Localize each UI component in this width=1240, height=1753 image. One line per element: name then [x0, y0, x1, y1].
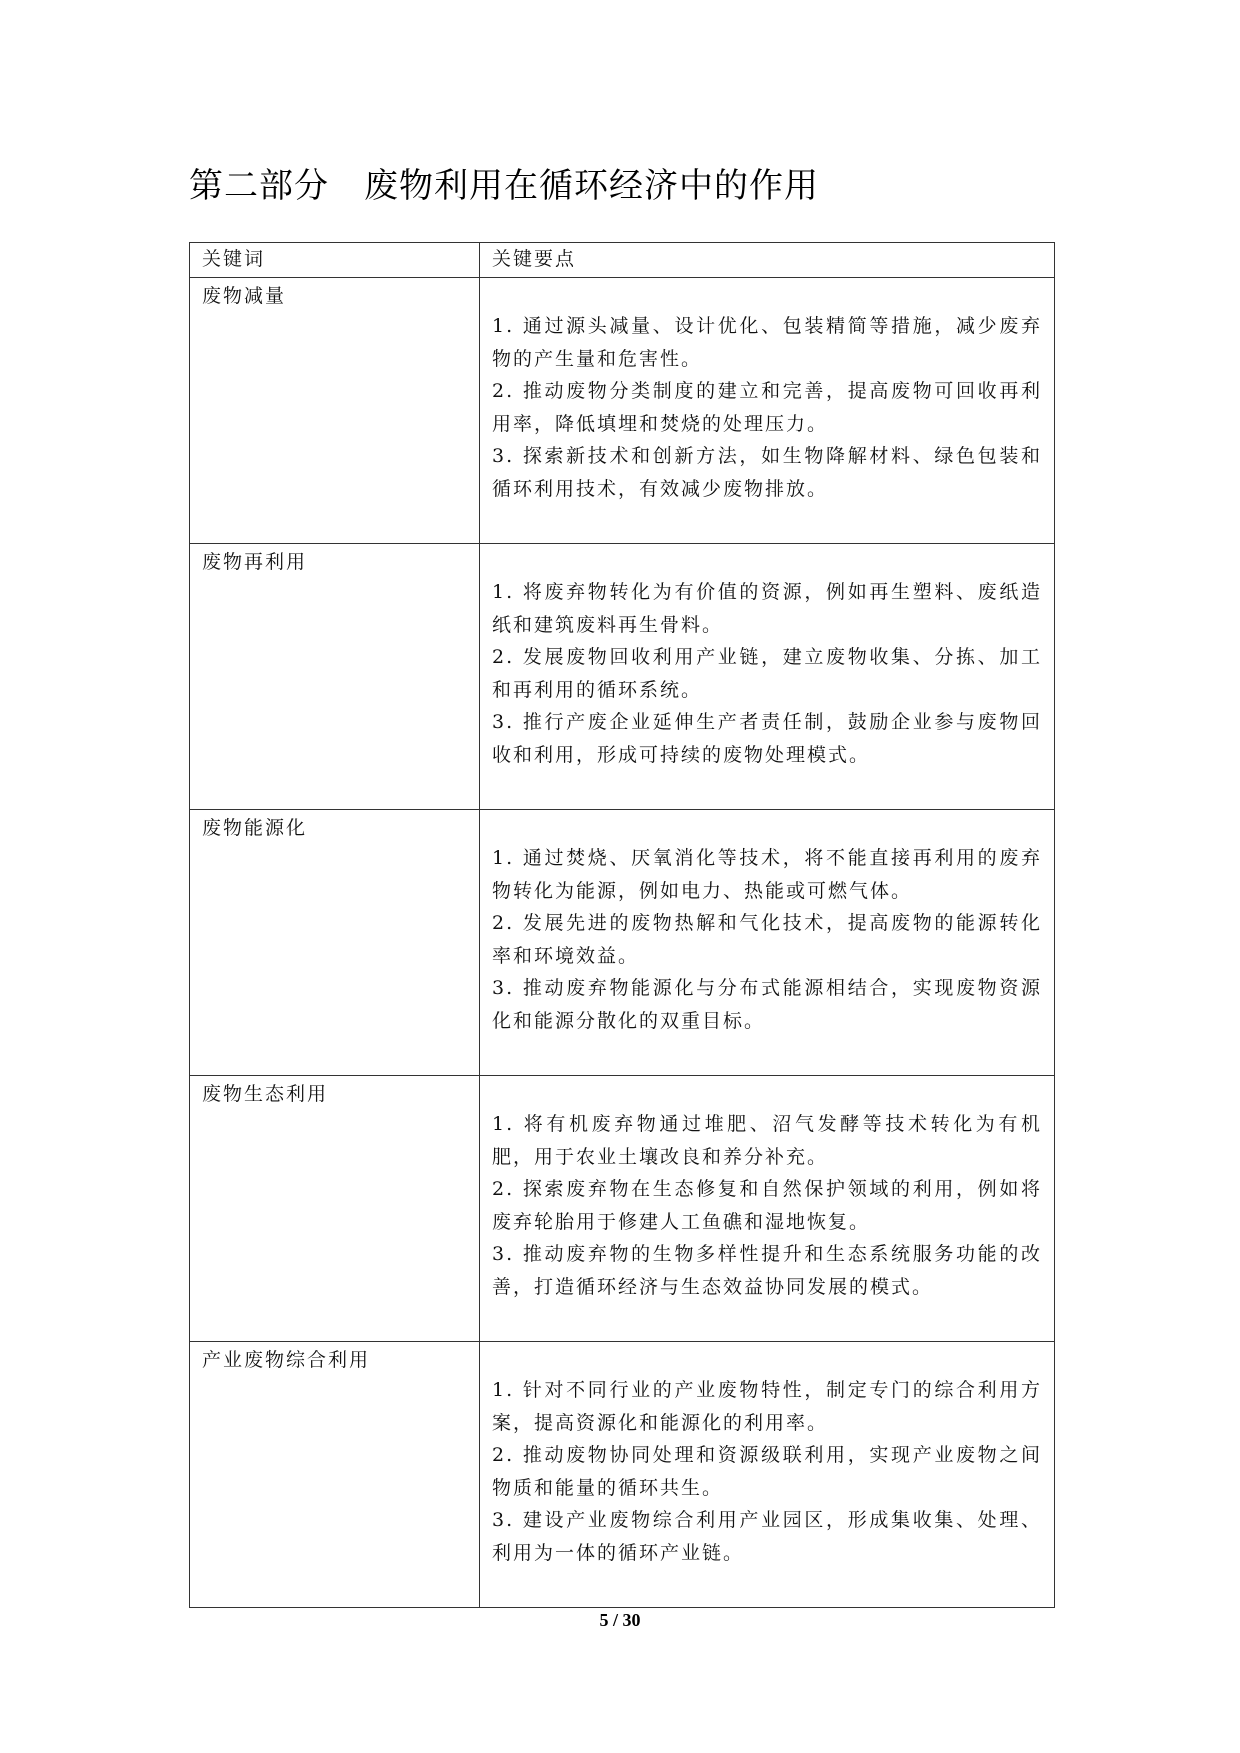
key-point: 1. 针对不同行业的产业废物特性，制定专门的综合利用方案，提高资源化和能源化的利用率。: [492, 1379, 1042, 1434]
key-points-cell: [480, 1076, 1055, 1342]
key-point: 3. 推动废弃物能源化与分布式能源相结合，实现废物资源化和能源分散化的双重目标。: [492, 977, 1042, 1032]
key-point: 3. 推动废弃物的生物多样性提升和生态系统服务功能的改善，打造循环经济与生态效益协同发展的模式。: [492, 1243, 1042, 1298]
key-point: 3. 建设产业废物综合利用产业园区，形成集收集、处理、利用为一体的循环产业链。: [492, 1509, 1042, 1564]
table-header-row: [190, 243, 1055, 278]
header-keyword: 关键词: [190, 243, 480, 278]
keyword-cell: 废物生态利用: [190, 1076, 480, 1342]
key-points-cell: [480, 544, 1055, 810]
key-points-table: [189, 242, 1055, 1608]
page-title: 第二部分 废物利用在循环经济中的作用: [189, 166, 819, 206]
key-points-cell: [480, 278, 1055, 544]
key-point: 1. 通过源头减量、设计优化、包装精简等措施，减少废弃物的产生量和危害性。: [492, 315, 1042, 370]
key-point: 1. 将废弃物转化为有价值的资源，例如再生塑料、废纸造纸和建筑废料再生骨料。: [492, 581, 1042, 636]
keyword-cell: 产业废物综合利用: [190, 1342, 480, 1608]
key-point: 1. 通过焚烧、厌氧消化等技术，将不能直接再利用的废弃物转化为能源，例如电力、热能或可燃气体。: [492, 847, 1042, 902]
key-point: 2. 探索废弃物在生态修复和自然保护领域的利用，例如将废弃轮胎用于修建人工鱼礁和湿地恢复。: [492, 1178, 1042, 1233]
key-point: 2. 发展先进的废物热解和气化技术，提高废物的能源转化率和环境效益。: [492, 912, 1042, 967]
key-point: 3. 推行产废企业延伸生产者责任制，鼓励企业参与废物回收和利用，形成可持续的废物处理模式。: [492, 711, 1042, 766]
key-point: 2. 发展废物回收利用产业链，建立废物收集、分拣、加工和再利用的循环系统。: [492, 646, 1042, 701]
keyword-cell: 废物减量: [190, 278, 480, 544]
keyword-cell: 废物再利用: [190, 544, 480, 810]
table-row: [190, 544, 1055, 810]
key-points-cell: [480, 1342, 1055, 1608]
key-point: 3. 探索新技术和创新方法，如生物降解材料、绿色包装和循环利用技术，有效减少废物排放。: [492, 445, 1042, 500]
key-point: 2. 推动废物协同处理和资源级联利用，实现产业废物之间物质和能量的循环共生。: [492, 1444, 1042, 1499]
key-point: 2. 推动废物分类制度的建立和完善，提高废物可回收再利用率，降低填埋和焚烧的处理压力。: [492, 380, 1042, 435]
table-row: [190, 1342, 1055, 1608]
key-points-cell: [480, 810, 1055, 1076]
table-row: [190, 1076, 1055, 1342]
keyword-cell: 废物能源化: [190, 810, 480, 1076]
table-row: [190, 278, 1055, 544]
table-row: [190, 810, 1055, 1076]
header-key-points: 关键要点: [480, 243, 1055, 278]
page-number: 5 / 30: [599, 1610, 641, 1630]
key-point: 1. 将有机废弃物通过堆肥、沼气发酵等技术转化为有机肥，用于农业土壤改良和养分补充。: [492, 1113, 1042, 1168]
